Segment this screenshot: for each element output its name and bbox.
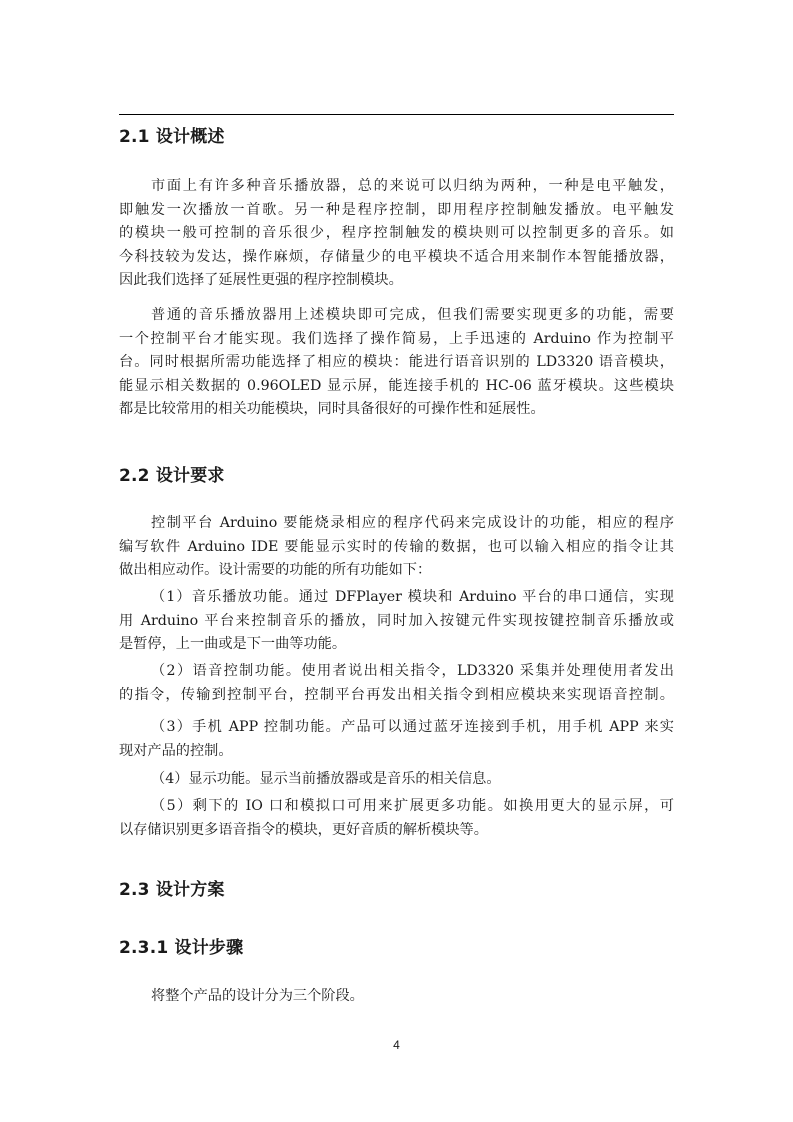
text-line: 即触发一次播放一首歌。另一种是程序控制，即用程序控制触发播放。电平触发 bbox=[119, 201, 674, 218]
paragraph-2-3-1 bbox=[119, 985, 674, 1009]
text-line: 做出相应动作。设计需要的功能的所有功能如下： bbox=[119, 562, 432, 578]
text-line: 普通的音乐播放器用上述模块即可完成，但我们需要实现更多的功能，需要 bbox=[151, 307, 674, 323]
paragraph-2-2-a bbox=[119, 512, 674, 583]
heading-2-3-1: 2.3.1 设计步骤 bbox=[119, 938, 244, 958]
text-line: 用 Arduino 平台来控制音乐的播放，同时加入按键元件实现按键控制音乐播放或 bbox=[119, 612, 674, 629]
text-line: 将整个产品的设计分为三个阶段。 bbox=[151, 988, 364, 1004]
paragraph-2-1-b bbox=[119, 304, 674, 422]
text-line: 都是比较常用的相关功能模块，同时具备很好的可操作性和延展性。 bbox=[119, 401, 545, 417]
text-line: 控制平台 Arduino 要能烧录相应的程序代码来完成设计的功能，相应的程序 bbox=[151, 515, 674, 531]
text-line: （1）音乐播放功能。通过 DFPlayer 模块和 Arduino 平台的串口通信，实现 bbox=[151, 589, 674, 605]
list-item-5 bbox=[119, 795, 674, 842]
text-line: 今科技较为发达，操作麻烦，存储量少的电平模块不适合用来制作本智能播放器， bbox=[119, 248, 674, 265]
heading-2-1: 2.1 设计概述 bbox=[119, 127, 225, 147]
text-line: 是暂停，上一曲或是下一曲等功能。 bbox=[119, 636, 347, 652]
paragraph-2-1-a bbox=[119, 175, 674, 293]
text-line: （4）显示功能。显示当前播放器或是音乐的相关信息。 bbox=[151, 771, 501, 787]
text-line: 台。同时根据所需功能选择了相应的模块：能进行语音识别的 LD3320 语音模块， bbox=[119, 354, 674, 370]
text-line: （3）手机 APP 控制功能。产品可以通过蓝牙连接到手机，用手机 APP 来实 bbox=[151, 719, 674, 735]
text-line: 市面上有许多种音乐播放器，总的来说可以归纳为两种，一种是电平触发， bbox=[151, 178, 674, 194]
list-item-4 bbox=[119, 768, 674, 792]
heading-2-3: 2.3 设计方案 bbox=[119, 880, 225, 900]
text-line: 以存储识别更多语音指令的模块，更好音质的解析模块等。 bbox=[119, 821, 488, 838]
list-item-3 bbox=[119, 716, 674, 763]
list-item-2 bbox=[119, 660, 674, 707]
text-line: 编写软件 Arduino IDE 要能显示实时的传输的数据，也可以输入相应的指令让其 bbox=[119, 538, 674, 555]
list-item-1 bbox=[119, 586, 674, 657]
text-line: 的指令，传输到控制平台，控制平台再发出相关指令到相应模块来实现语音控制。 bbox=[119, 686, 674, 703]
text-line: 的模块一般可控制的音乐很少，程序控制触发的模块则可以控制更多的音乐。如 bbox=[119, 225, 674, 241]
text-line: （5）剩下的 IO 口和模拟口可用来扩展更多功能。如换用更大的显示屏，可 bbox=[151, 798, 674, 814]
header-rule bbox=[119, 114, 674, 115]
text-line: （2）语音控制功能。使用者说出相关指令，LD3320 采集并处理使用者发出 bbox=[151, 663, 674, 679]
heading-2-2: 2.2 设计要求 bbox=[119, 466, 225, 486]
text-line: 因此我们选择了延展性更强的程序控制模块。 bbox=[119, 272, 403, 288]
page-number: 4 bbox=[393, 1038, 400, 1052]
text-line: 一个控制平台才能实现。我们选择了操作简易，上手迅速的 Arduino 作为控制平 bbox=[119, 330, 674, 347]
text-line: 能显示相关数据的 0.96OLED 显示屏，能连接手机的 HC-06 蓝牙模块。这些模块 bbox=[119, 377, 674, 394]
text-line: 现对产品的控制。 bbox=[119, 742, 233, 759]
